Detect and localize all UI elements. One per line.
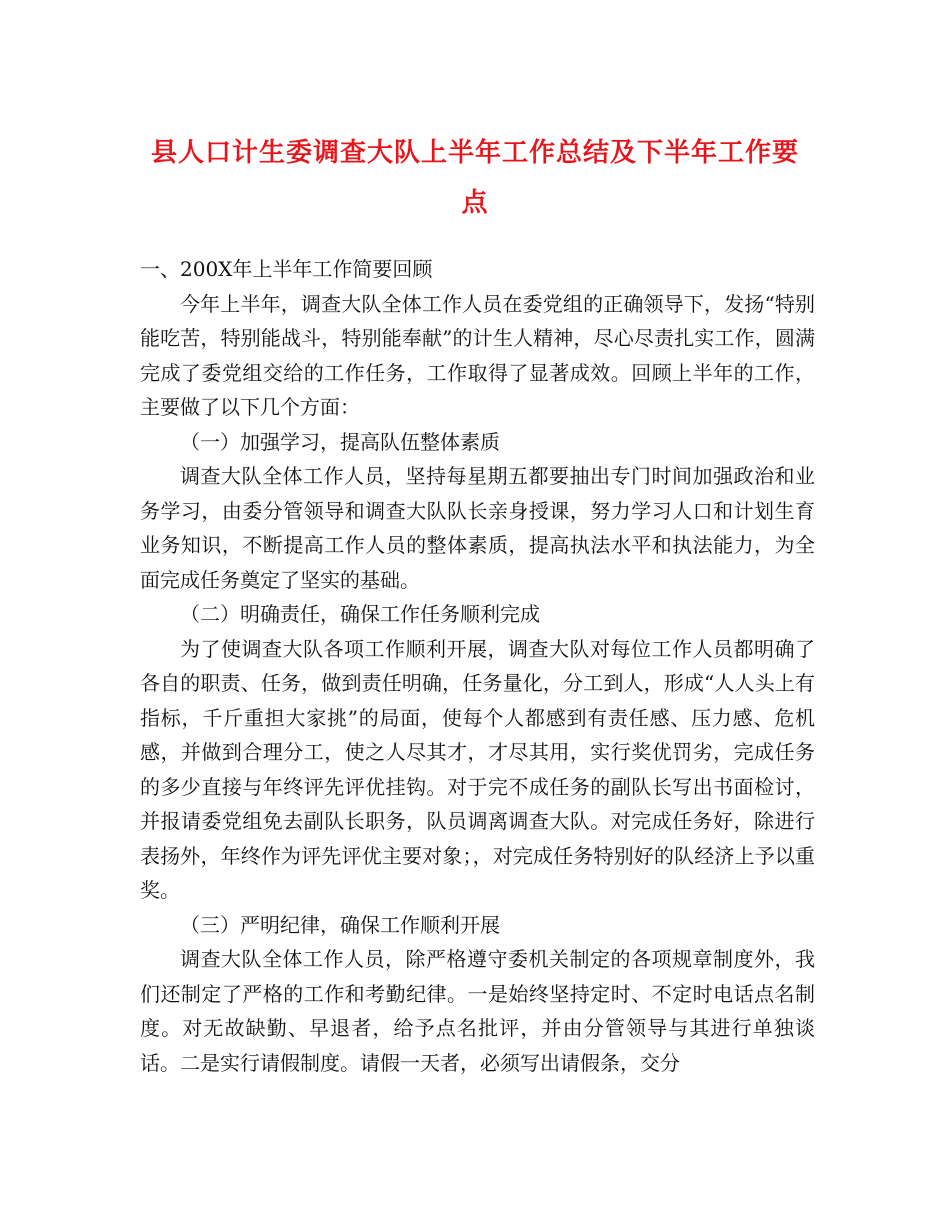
subsection-heading: （二）明确责任，确保工作任务顺利完成 <box>180 602 540 626</box>
subsection-heading: （三）严明纪律，确保工作顺利开展 <box>180 912 500 937</box>
document-title: 县人口计生委调查大队上半年工作总结及下半年工作要点 <box>150 138 799 218</box>
document-body <box>140 252 815 1080</box>
subsection-heading: （一）加强学习，提高队伍整体素质 <box>180 429 500 454</box>
paragraph: 调查大队全体工作人员，坚持每星期五都要抽出专门时间加强政治和业务学习，由委分管领导和调查大队队长亲身授课，努力学习人口和计划生育业务知识，不断提高工作人员的整体素质，提高执法水平和执法能力，为全面完成任务奠定了坚实的基础。 <box>140 464 815 592</box>
section-heading: 一、200X年上半年工作简要回顾 <box>140 257 433 281</box>
paragraph: 今年上半年，调查大队全体工作人员在委党组的正确领导下，发扬“特别能吃苦，特别能战斗，特别能奉献”的计生人精神，尽心尽责扎实工作，圆满完成了委党组交给的工作任务，工作取得了显著成效。回顾上半年的工作，主要做了以下几个方面： <box>140 291 815 419</box>
paragraph: 为了使调查大队各项工作顺利开展，调查大队对每位工作人员都明确了各自的职责、任务，做到责任明确，任务量化，分工到人，形成“人人头上有指标，千斤重担大家挑”的局面，使每个人都感到有责任感、压力感、危机感，并做到合理分工，使之人尽其才，才尽其用，实行奖优罚劣，完成任务的多少直接与年终评先评优挂钩。对于完不成任务的副队长写出书面检讨，并报请委党组免去副队长职务，队员调离调查大队。对完成任务好，除进行表扬外，年终作为评先评优主要对象；，对完成任务特别好的队经济上予以重奖。 <box>140 636 815 902</box>
paragraph: 调查大队全体工作人员，除严格遵守委机关制定的各项规章制度外，我们还制定了严格的工作和考勤纪律。一是始终坚持定时、不定时电话点名制度。对无故缺勤、早退者，给予点名批评，并由分管领导与其进行单独谈话。二是实行请假制度。请假一天者，必须写出请假条，交分 <box>140 947 815 1075</box>
